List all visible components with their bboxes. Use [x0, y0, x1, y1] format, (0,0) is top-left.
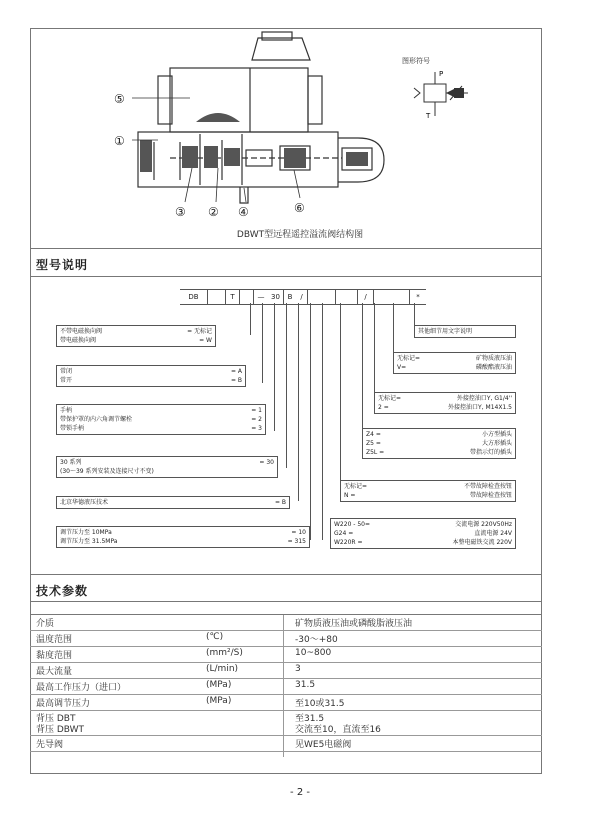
connector	[262, 303, 263, 383]
param-value: 31.5	[295, 680, 316, 690]
code-box: /	[358, 290, 374, 304]
option-label: 其他细节用文字说明	[418, 328, 473, 335]
table-row	[30, 735, 542, 752]
callout-1: ①	[114, 134, 125, 148]
option-label: 带锁手柄	[60, 425, 85, 432]
callout-4: ④	[238, 205, 249, 219]
option-label: 常开	[60, 377, 73, 384]
table-row	[30, 722, 542, 736]
option-code: 2 =	[378, 404, 389, 411]
option-group-pilot-port	[374, 392, 516, 414]
option-code: Z5 =	[366, 440, 381, 447]
port-t: T	[426, 112, 431, 120]
option-label: 北京华德液压技术	[60, 499, 109, 506]
option-label: 手柄	[60, 407, 73, 414]
option-label: 带指示灯的插头	[469, 449, 512, 456]
option-label: (30～39 系列安装及连接尺寸不变)	[60, 468, 154, 475]
param-name: 黏度范围	[36, 651, 73, 661]
param-unit: (L/min)	[206, 664, 239, 674]
divider	[30, 601, 542, 602]
option-group-fault-button	[340, 480, 516, 502]
code-box: *	[416, 293, 420, 301]
page-number: - 2 -	[290, 787, 310, 798]
divider	[30, 574, 542, 575]
option-label: 调节压力至 10MPa	[60, 529, 112, 536]
option-group-series	[56, 456, 278, 478]
option-label: 带电磁换向阀	[60, 337, 97, 344]
connector	[340, 303, 341, 493]
option-label: 常闭	[60, 368, 73, 375]
figure-caption: DBWT型远程遥控溢流阀结构图	[236, 230, 364, 240]
option-group-magnet	[56, 325, 216, 347]
code-box	[208, 290, 226, 304]
option-group-maker	[56, 496, 290, 509]
param-unit: (℃)	[206, 632, 224, 642]
code-box	[374, 290, 410, 304]
option-code: = 315	[287, 538, 306, 545]
table-row	[30, 710, 542, 722]
option-code: 无标记=	[397, 355, 421, 362]
option-label: 不带故障检查按钮	[463, 483, 512, 490]
connector	[250, 303, 251, 335]
table-row	[30, 614, 542, 631]
option-code: = B	[274, 499, 286, 506]
option-code: Z4 =	[366, 431, 381, 438]
callout-2: ②	[208, 205, 219, 219]
code-box	[240, 290, 254, 304]
option-label: 直流电源 24V	[474, 530, 512, 537]
option-group-normal-state	[56, 365, 246, 387]
option-code: = 30	[259, 459, 274, 466]
code-box: 30	[268, 290, 284, 304]
param-name: 介质	[36, 619, 55, 629]
param-name: 最大流量	[36, 667, 73, 677]
option-label: 大方形插头	[481, 440, 512, 447]
param-value: 矿物质液压油或磷酸脂液压油	[295, 619, 413, 629]
option-label: 磷酸酯液压油	[475, 364, 512, 371]
option-code: = 10	[291, 529, 306, 536]
option-code: 无标记=	[344, 483, 368, 490]
option-code: = 1	[251, 407, 262, 414]
option-code: = B	[230, 377, 242, 384]
option-label: 本整电磁铁交流 220V	[452, 539, 512, 546]
connector	[310, 303, 311, 540]
option-code: N =	[344, 492, 356, 499]
option-code: 无标记=	[378, 395, 402, 402]
option-label: 外接控油口Y, M14X1.5	[448, 404, 512, 411]
code-box: /	[296, 290, 308, 304]
code-box: B	[287, 293, 293, 301]
connector	[362, 303, 363, 448]
option-label: 调节压力至 31.5MPa	[60, 538, 118, 545]
option-label: 30 系列	[60, 459, 82, 466]
connector	[298, 303, 299, 501]
table-row	[30, 678, 542, 695]
connector	[374, 303, 375, 403]
option-label: 带保护罩的内六角调节螺栓	[60, 416, 133, 423]
callout-5: ⑤	[114, 92, 125, 106]
option-group-plug	[362, 428, 516, 459]
param-unit: (MPa)	[206, 696, 232, 706]
table-row	[30, 694, 542, 711]
option-code: W220R =	[334, 539, 363, 546]
param-value: 见WE5电磁阀	[295, 740, 352, 750]
model-section-title: 型号说明	[36, 258, 89, 272]
param-value: -30～+80	[295, 635, 338, 645]
option-code: = W	[199, 337, 212, 344]
option-group-adjustment	[56, 404, 266, 435]
port-p: P	[439, 70, 444, 78]
option-label: 不带电磁换向阀	[60, 328, 103, 335]
option-code: = 无标记	[187, 328, 212, 335]
param-value: 10~800	[295, 648, 332, 658]
table-row	[30, 646, 542, 663]
connector	[274, 303, 275, 431]
table-row	[30, 662, 542, 679]
param-value: 3	[295, 664, 301, 674]
option-label: 带故障检查按钮	[469, 492, 512, 499]
option-code: Z5L =	[366, 449, 385, 456]
option-code: = 3	[251, 425, 262, 432]
table-column-divider	[283, 615, 284, 757]
valve-graphic-symbol	[410, 66, 480, 122]
param-name: 最高工作压力（进口）	[36, 683, 127, 693]
param-name: 温度范围	[36, 635, 73, 645]
symbol-title: 图形符号	[402, 57, 430, 65]
option-code: = A	[230, 368, 242, 375]
model-code-bar	[180, 289, 426, 305]
table-row	[30, 630, 542, 647]
code-box	[336, 290, 358, 304]
param-name: 先导阀	[36, 740, 64, 750]
option-label: 矿物质液压油	[475, 355, 512, 362]
option-group-pressure	[56, 526, 310, 548]
option-code: = 2	[251, 416, 262, 423]
option-code: W220 - 50=	[334, 521, 371, 528]
param-name: 背压 DBT	[36, 714, 76, 724]
option-label: 外接控油口Y, G1/4''	[456, 395, 512, 402]
param-value: 交流至10，直流至16	[295, 725, 381, 735]
option-group-fluid	[393, 352, 516, 374]
option-group-power	[330, 518, 516, 549]
valve-structure-drawing	[110, 30, 400, 225]
divider	[30, 276, 542, 277]
param-value: 至10或31.5	[295, 699, 345, 709]
callout-3: ③	[175, 205, 186, 219]
option-label: 交流电源 220V50Hz	[455, 521, 512, 528]
code-box: T	[226, 290, 240, 304]
params-section-title: 技术参数	[36, 584, 89, 598]
option-code: G24 =	[334, 530, 354, 537]
param-unit: (MPa)	[206, 680, 232, 690]
divider	[30, 248, 542, 249]
param-name: 最高调节压力	[36, 699, 91, 709]
code-box: DB	[180, 290, 208, 304]
param-name: 背压 DBWT	[36, 725, 85, 735]
connector	[286, 303, 287, 468]
param-value: 至31.5	[295, 714, 325, 724]
option-group-other	[414, 325, 516, 338]
connector	[322, 303, 323, 540]
option-label: 小方型插头	[481, 431, 512, 438]
code-box	[308, 290, 336, 304]
callout-6: ⑥	[294, 201, 305, 215]
param-unit: (mm²/S)	[206, 648, 243, 658]
option-code: V=	[397, 364, 407, 371]
code-box: —	[257, 293, 265, 301]
